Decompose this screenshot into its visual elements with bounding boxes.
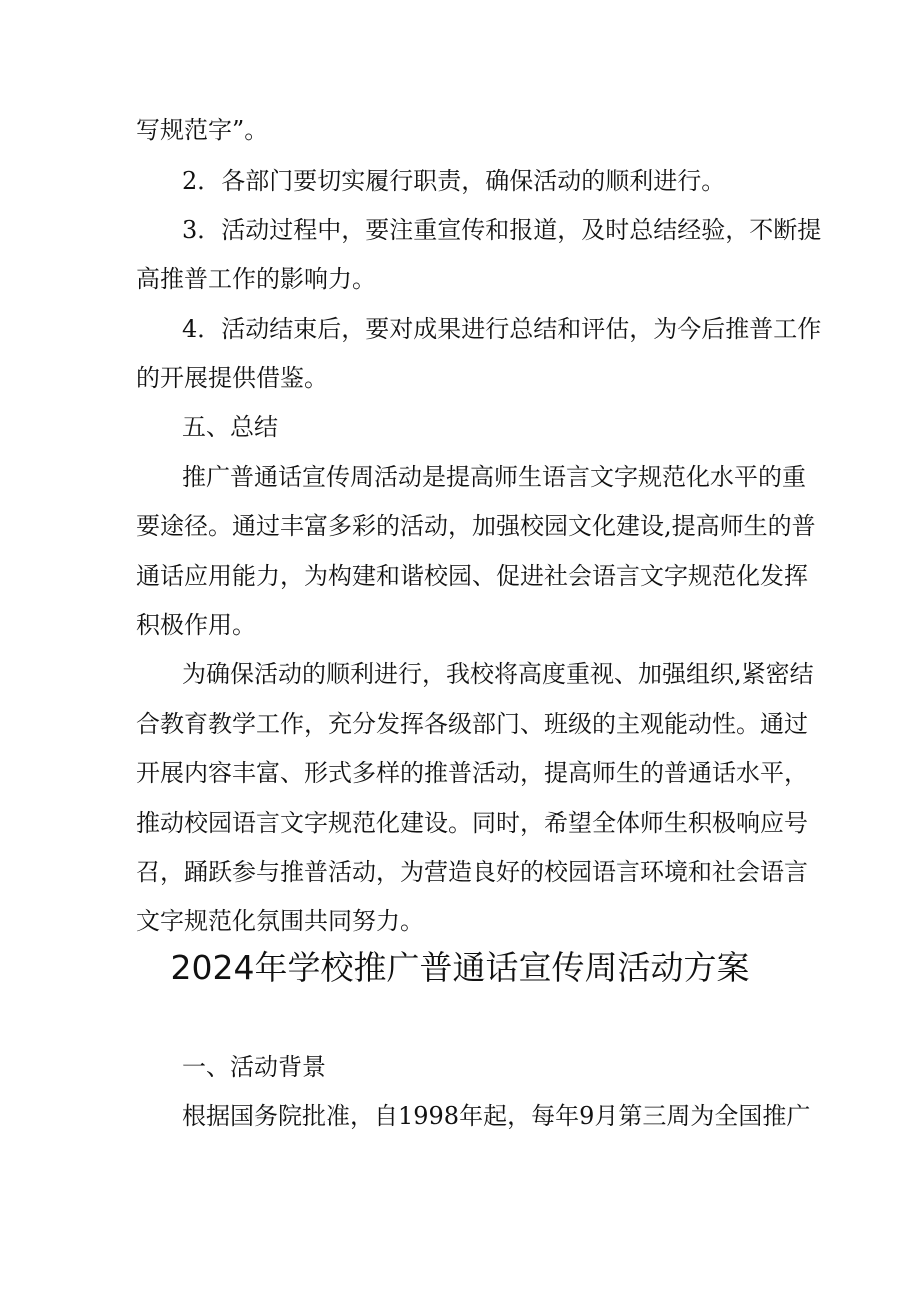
text-line: 写规范字”。 xyxy=(136,116,269,144)
text-line: 的开展提供借鉴。 xyxy=(136,364,328,392)
paragraph-summary-line: 要途径。通过丰富多彩的活动，加强校园文化建设,提高师生的普 xyxy=(136,512,816,540)
paragraph-assurance-line: 推动校园语言文字规范化建设。同时，希望全体师生积极响应号 xyxy=(136,809,808,837)
paragraph-assurance-line: 合教育教学工作，充分发挥各级部门、班级的主观能动性。通过 xyxy=(136,710,808,738)
list-item-4: 4．活动结束后，要对成果进行总结和评估，为今后推普工作 xyxy=(182,315,822,343)
paragraph-assurance-line: 文字规范化氛围共同努力。 xyxy=(136,907,424,935)
paragraph-assurance-line: 召，踊跃参与推普活动，为营造良好的校园语言环境和社会语言 xyxy=(136,858,808,886)
text-line: 高推普工作的影响力。 xyxy=(136,265,376,293)
document-title: 2024年学校推广普通话宣传周活动方案 xyxy=(170,948,750,987)
list-item-3: 3．活动过程中，要注重宣传和报道，及时总结经验，不断提 xyxy=(182,216,822,244)
list-item-2: 2．各部门要切实履行职责，确保活动的顺利进行。 xyxy=(182,167,726,195)
paragraph-summary-line: 积极作用。 xyxy=(136,611,256,639)
section-heading-summary: 五、总结 xyxy=(182,413,278,441)
paragraph-summary-line: 推广普通话宣传周活动是提高师生语言文字规范化水平的重 xyxy=(182,463,806,491)
section-heading-background: 一、活动背景 xyxy=(182,1053,326,1081)
paragraph-assurance-line: 为确保活动的顺利进行，我校将高度重视、加强组织,紧密结 xyxy=(182,660,814,688)
paragraph-summary-line: 通话应用能力，为构建和谐校园、促进社会语言文字规范化发挥 xyxy=(136,562,808,590)
paragraph-assurance-line: 开展内容丰富、形式多样的推普活动，提高师生的普通话水平， xyxy=(136,759,808,787)
paragraph-background-line: 根据国务院批准，自1998年起，每年9月第三周为全国推广 xyxy=(182,1102,811,1130)
